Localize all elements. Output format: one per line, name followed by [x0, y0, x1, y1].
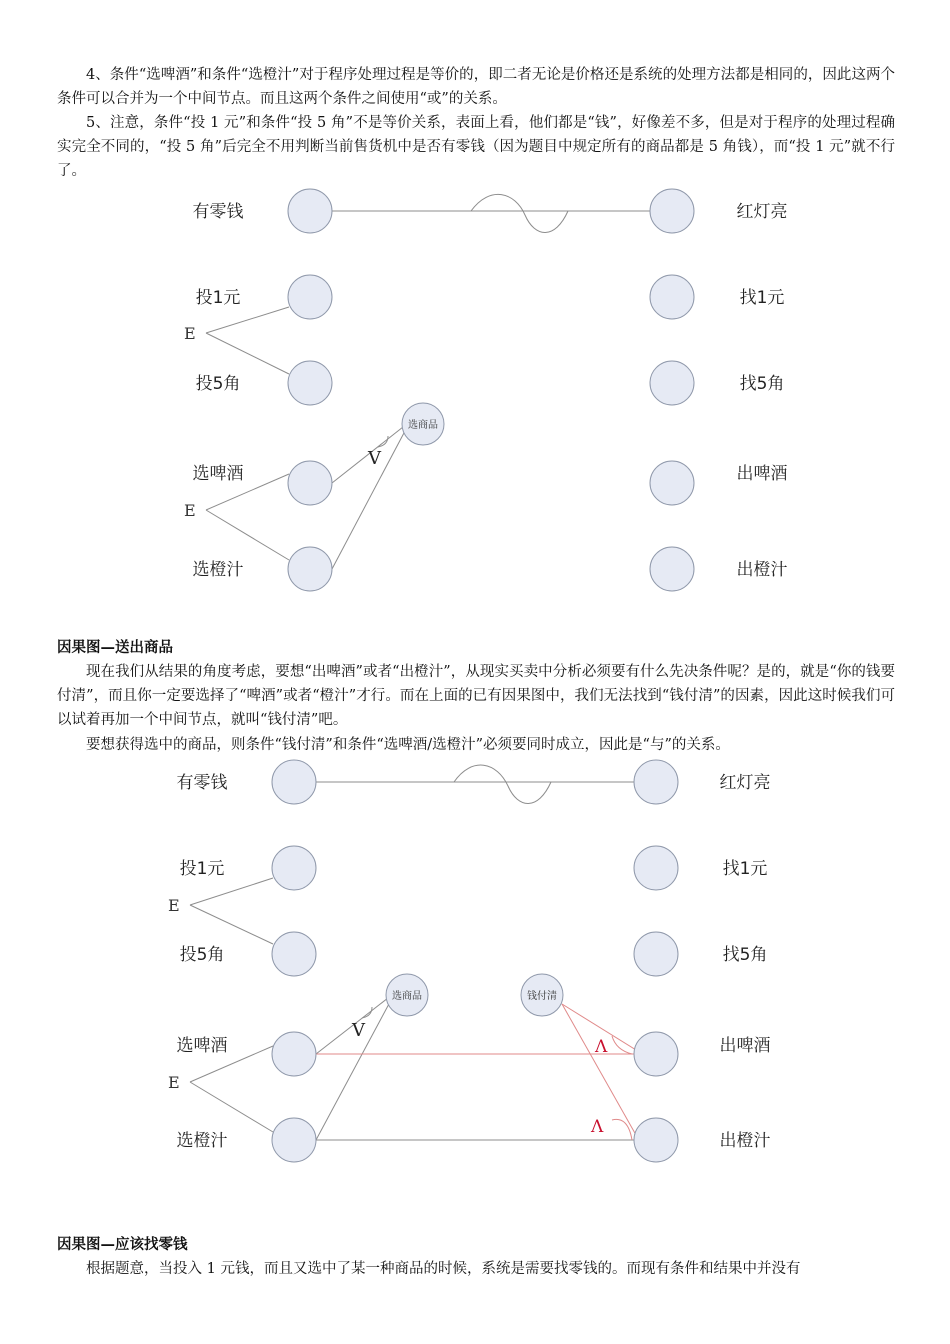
diagram1-e-line-bottom	[206, 333, 289, 374]
diagram2-and-symbol-juice: Λ	[591, 1117, 604, 1137]
diagram2-label-outbeer: 出啤酒	[719, 1036, 771, 1056]
diagram2-node-effect-return5	[634, 932, 678, 976]
diagram2-paid-outjuice-line	[562, 1004, 636, 1135]
diagram1-node-cause-beer	[288, 461, 332, 505]
diagram1-exclusive-coins: E	[184, 324, 196, 343]
diagram1-node-cause-juice	[288, 547, 332, 591]
diagram2-label-beer: 选啤酒	[176, 1036, 228, 1056]
diagram1-e-line-top	[206, 307, 289, 333]
paragraph-deliver-2: 要想获得选中的商品，则条件“钱付清”和条件“选啤酒/选橙汁”必须要同时成立，因此是“与”的关系。	[86, 737, 730, 753]
diagram1-node-effect-return5	[650, 361, 694, 405]
diagram2-node-cause-1yuan	[272, 846, 316, 890]
diagram1-e2-line-bottom	[206, 510, 289, 560]
diagram1-or-symbol: V	[368, 448, 381, 469]
diagram1-label-redlight: 红灯亮	[736, 202, 788, 222]
paragraph-5: 5、注意，条件“投 1 元”和条件“投 5 角”不是等价关系，表面上看，他们都是“钱”，好像差不多，但是对于程序的处理过程确实完全不同的，“投 5 角”后完全不用判断当前售货机中是否有零钱（因为题目中规定所有的商品都是 5 角钱），而“投 1 元”就不行了。	[57, 115, 895, 179]
diagram2-label-zerochange: 有零钱	[176, 773, 228, 793]
diagram1-node-effect-juice	[650, 547, 694, 591]
diagram2-select-label: 选商品	[392, 991, 422, 1002]
cause-effect-diagram-1	[0, 180, 950, 610]
heading-deliver-goods: 因果图—送出商品	[57, 640, 173, 656]
diagram2-label-redlight: 红灯亮	[719, 773, 771, 793]
diagram1-label-return1: 找1元	[739, 288, 785, 308]
paragraph-return-change: 根据题意，当投入 1 元钱，而且又选中了某一种商品的时候，系统是需要找零钱的。而现有条件和结果中并没有	[86, 1261, 801, 1277]
diagram2-e2-line-bottom	[190, 1082, 273, 1132]
diagram1-label-5jiao: 投5角	[195, 374, 241, 394]
diagram2-exclusive-coins: E	[168, 896, 180, 915]
cause-effect-diagram-2	[0, 750, 950, 1180]
diagram2-label-1yuan: 投1元	[179, 859, 225, 879]
paragraph-deliver-1: 现在我们从结果的角度考虑，要想“出啤酒”或者“出橙汁”，从现实买卖中分析必须要有什么先决条件呢？是的，就是“你的钱要付清”，而且你一定要选择了“啤酒”或者“橙汁”才行。而在上面的已有因果图中，我们无法找到“钱付清”的因素，因此这时候我们可以试着再加一个中间节点，就叫“钱付清”吧。	[57, 664, 895, 728]
diagram1-label-outjuice: 出橙汁	[736, 560, 788, 580]
diagram2-label-outjuice: 出橙汁	[719, 1131, 771, 1151]
diagram2-node-effect-return1	[634, 846, 678, 890]
diagram2-mask-curve	[454, 765, 551, 803]
diagram2-label-return5: 找5角	[722, 945, 768, 965]
diagram2-e-line-bottom	[190, 905, 273, 944]
diagram2-e-line-top	[190, 878, 273, 905]
heading-return-change: 因果图—应该找零钱	[57, 1237, 188, 1253]
diagram1-node-cause-zerochange	[288, 189, 332, 233]
diagram1-mask-curve	[471, 194, 568, 232]
diagram1-node-effect-return1	[650, 275, 694, 319]
diagram1-label-outbeer: 出啤酒	[736, 464, 788, 484]
diagram2-node-effect-juice	[634, 1118, 678, 1162]
diagram1-node-cause-1yuan	[288, 275, 332, 319]
diagram2-and-symbol-beer: Λ	[595, 1037, 608, 1057]
diagram1-select-label: 选商品	[408, 420, 438, 431]
diagram2-node-cause-juice	[272, 1118, 316, 1162]
diagram2-node-effect-redlight	[634, 760, 678, 804]
diagram2-or-symbol: V	[352, 1020, 365, 1041]
diagram1-label-1yuan: 投1元	[195, 288, 241, 308]
diagram1-node-cause-5jiao	[288, 361, 332, 405]
diagram2-label-return1: 找1元	[722, 859, 768, 879]
diagram1-node-effect-redlight	[650, 189, 694, 233]
diagram1-label-return5: 找5角	[739, 374, 785, 394]
diagram1-exclusive-drinks: E	[184, 501, 196, 520]
diagram2-node-cause-5jiao	[272, 932, 316, 976]
diagram2-node-effect-beer	[634, 1032, 678, 1076]
diagram1-label-juice: 选橙汁	[192, 560, 244, 580]
diagram2-label-juice: 选橙汁	[176, 1131, 228, 1151]
diagram2-paid-label: 钱付清	[527, 991, 557, 1002]
diagram1-label-zerochange: 有零钱	[192, 202, 244, 222]
diagram2-node-cause-beer	[272, 1032, 316, 1076]
diagram2-or-arc	[362, 1007, 372, 1018]
diagram2-label-5jiao: 投5角	[179, 945, 225, 965]
diagram1-node-effect-beer	[650, 461, 694, 505]
diagram1-label-beer: 选啤酒	[192, 464, 244, 484]
diagram2-node-cause-zerochange	[272, 760, 316, 804]
paragraph-4: 4、条件“选啤酒”和条件“选橙汁”对于程序处理过程是等价的，即二者无论是价格还是系统的处理方法都是相同的，因此这两个条件可以合并为一个中间节点。而且这两个条件之间使用“或”的关系。	[57, 67, 895, 107]
diagram2-and-arc-beer	[612, 1036, 632, 1054]
diagram2-exclusive-drinks: E	[168, 1073, 180, 1092]
